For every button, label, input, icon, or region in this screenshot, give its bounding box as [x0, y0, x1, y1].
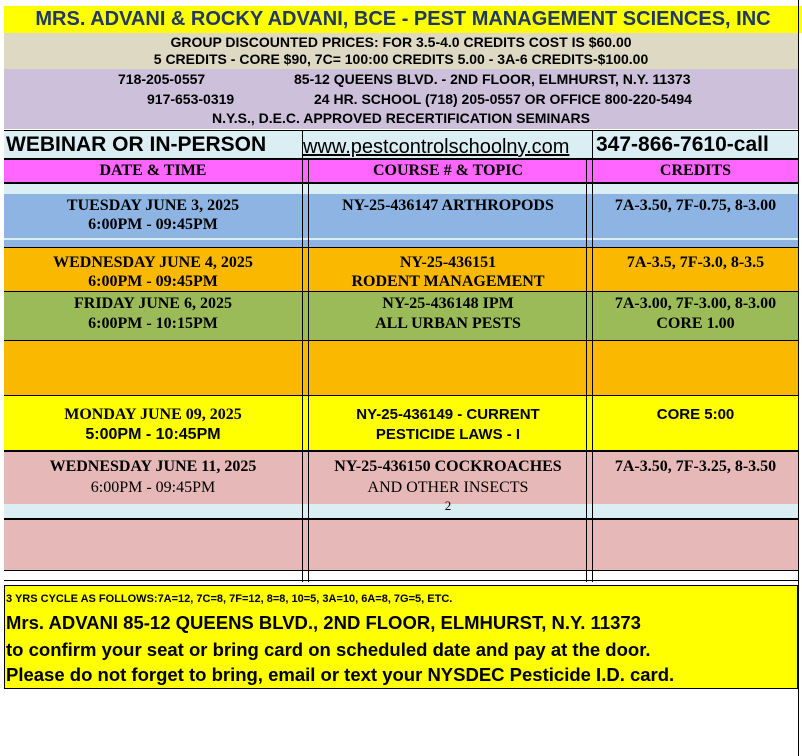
row-4-course-2: PESTICIDE LAWS - I	[375, 426, 521, 443]
grid-line	[4, 291, 798, 292]
row-5-time: 6:00PM - 09:45PM	[90, 479, 216, 496]
webinar-label: WEBINAR OR IN-PERSON	[6, 133, 267, 156]
row-2-course-1: NY-25-436151	[399, 254, 497, 271]
row-1-credits: 7A-3.50, 7F-0.75, 8-3.00	[614, 197, 777, 214]
grid-line	[4, 130, 798, 131]
title-bar	[4, 6, 802, 33]
row-3-date: FRIDAY JUNE 6, 2025	[74, 295, 232, 312]
row-4-credits: CORE 5:00	[656, 406, 735, 423]
pricing-block	[4, 33, 798, 69]
row-1-time: 6:00PM - 09:45PM	[88, 216, 218, 233]
yellow-spacer	[4, 396, 798, 404]
row-2-course-2: RODENT MANAGEMENT	[351, 273, 545, 290]
grid-line	[4, 580, 798, 581]
row-5-course-2: AND OTHER INSECTS	[367, 479, 529, 496]
row-1-course: NY-25-436147 ARTHROPODS	[342, 197, 554, 214]
row-3-time: 6:00PM - 10:15PM	[88, 315, 218, 332]
row-2-time: 6:00PM - 09:45PM	[88, 273, 218, 290]
column-divider	[302, 130, 303, 582]
column-header-course: COURSE # & TOPIC	[372, 162, 524, 179]
phone-1: 718-205-0557	[118, 71, 206, 87]
row-3-credits-2: CORE 1.00	[656, 315, 735, 332]
row-4-time: 5:00PM - 10:45PM	[85, 426, 221, 443]
grid-line	[4, 158, 798, 160]
column-divider	[308, 158, 309, 582]
call-number: 347-866-7610-call	[596, 133, 769, 156]
approved-line: N.Y.S., D.E.C. APPROVED RECERTIFICATION SEMINARS	[211, 110, 591, 126]
footer-line-1: Mrs. ADVANI 85-12 QUEENS BLVD., 2ND FLOOR, ELMHURST, N.Y. 11373	[6, 612, 641, 633]
footer-line-2: to confirm your seat or bring card on scheduled date and pay at the door.	[6, 639, 651, 660]
cycle-line: 3 YRS CYCLE AS FOLLOWS:7A=12, 7C=8, 7F=12, 8=8, 10=5, 3A=10, 6A=8, 7G=5, ETC.	[6, 593, 453, 605]
grid-line	[4, 182, 798, 184]
row-5-credits: 7A-3.50, 7F-3.25, 8-3.50	[614, 458, 777, 475]
contact-block	[4, 69, 798, 129]
row-1-date: TUESDAY JUNE 3, 2025	[66, 197, 240, 214]
row-4-course-1: NY-25-436149 - CURRENT	[356, 406, 540, 423]
row-3-credits-1: 7A-3.00, 7F-3.00, 8-3.00	[614, 295, 777, 312]
address-line: 85-12 QUEENS BLVD. - 2ND FLOOR, ELMHURST, N.Y. 11373	[294, 71, 691, 87]
row-2-credits: 7A-3.5, 7F-3.0, 8-3.5	[626, 254, 765, 271]
pricing-line-1: GROUP DISCOUNTED PRICES: FOR 3.5-4.0 CREDITS COST IS $60.00	[170, 34, 632, 50]
website-link[interactable]: www.pestcontrolschoolny.com	[303, 136, 570, 158]
pricing-line-2: 5 CREDITS - CORE $90, 7C= 100:00 CREDITS 5.00 - 3A-6 CREDITS-$100.00	[153, 51, 649, 67]
footer-line-3: Please do not forget to bring, email or text your NYSDEC Pesticide I.D. card.	[6, 664, 675, 685]
column-header-date: DATE & TIME	[99, 162, 207, 179]
row-2-date: WEDNESDAY JUNE 4, 2025	[53, 254, 253, 271]
school-line: 24 HR. SCHOOL (718) 205-0557 OR OFFICE 800-220-5494	[314, 91, 692, 107]
right-edge	[798, 0, 799, 756]
page-number: 2	[444, 498, 452, 513]
column-header-credits: CREDITS	[659, 162, 732, 179]
spacer-row	[4, 184, 798, 194]
row-5-course-1: NY-25-436150 COCKROACHES	[334, 458, 562, 475]
row-4-date: MONDAY JUNE 09, 2025	[64, 406, 242, 423]
row-3-course-2: ALL URBAN PESTS	[375, 315, 521, 332]
phone-2: 917-653-0319	[147, 91, 235, 107]
grid-line	[4, 518, 798, 520]
row-5-date: WEDNESDAY JUNE 11, 2025	[49, 458, 257, 475]
row-3-course-1: NY-25-436148 IPM	[382, 295, 514, 312]
title-text: MRS. ADVANI & ROCKY ADVANI, BCE - PEST MANAGEMENT SCIENCES, INC	[35, 8, 771, 30]
empty-pink-row	[4, 520, 798, 570]
column-divider	[592, 130, 593, 582]
grid-line	[4, 247, 798, 248]
grid-line	[4, 570, 798, 571]
column-divider	[586, 158, 587, 582]
empty-orange-row	[4, 340, 798, 396]
grid-line	[4, 450, 798, 452]
